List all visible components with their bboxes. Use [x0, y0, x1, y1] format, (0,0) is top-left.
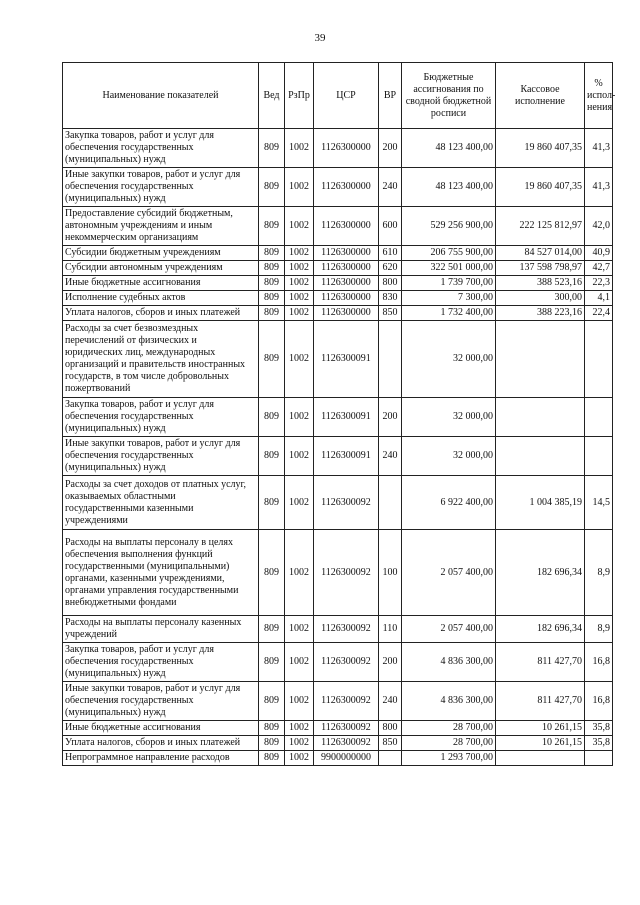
- row-vr: 800: [379, 721, 402, 736]
- row-name: Субсидии автономным учреждениям: [63, 261, 259, 276]
- row-ved: 809: [259, 643, 285, 682]
- row-csr: 1126300092: [314, 476, 379, 530]
- row-csr: 1126300092: [314, 530, 379, 616]
- row-csr: 1126300000: [314, 306, 379, 321]
- row-cash: 182 696,34: [496, 530, 585, 616]
- table-row: [63, 616, 613, 643]
- row-ved: 809: [259, 246, 285, 261]
- row-ved: 809: [259, 721, 285, 736]
- row-allocations: 2 057 400,00: [402, 530, 496, 616]
- row-ved: 809: [259, 751, 285, 766]
- row-vr: 600: [379, 207, 402, 246]
- row-rzpr: 1002: [285, 398, 314, 437]
- row-rzpr: 1002: [285, 246, 314, 261]
- row-name: Расходы на выплаты персоналу в целях обеспечения выполнения функций государственными (муниципальными) органами, казенными учреждениями, органами управления государственными внебюджетными фондами: [63, 530, 259, 616]
- header-percent: % испол-нения: [585, 63, 613, 129]
- row-csr: 9900000000: [314, 751, 379, 766]
- row-vr: 830: [379, 291, 402, 306]
- row-ved: 809: [259, 736, 285, 751]
- row-ved: 809: [259, 398, 285, 437]
- row-vr: 240: [379, 682, 402, 721]
- row-csr: 1126300000: [314, 246, 379, 261]
- row-vr: 240: [379, 437, 402, 476]
- row-percent: 41,3: [585, 168, 613, 207]
- table-row: [63, 168, 613, 207]
- row-name: Уплата налогов, сборов и иных платежей: [63, 736, 259, 751]
- row-ved: 809: [259, 129, 285, 168]
- row-name: Исполнение судебных актов: [63, 291, 259, 306]
- row-percent: 16,8: [585, 643, 613, 682]
- row-cash: [496, 398, 585, 437]
- row-csr: 1126300091: [314, 437, 379, 476]
- row-ved: 809: [259, 306, 285, 321]
- table-row: [63, 306, 613, 321]
- row-csr: 1126300000: [314, 276, 379, 291]
- row-cash: 19 860 407,35: [496, 129, 585, 168]
- row-percent: 16,8: [585, 682, 613, 721]
- row-ved: 809: [259, 207, 285, 246]
- row-name: Иные закупки товаров, работ и услуг для обеспечения государственных (муниципальных) нужд: [63, 437, 259, 476]
- row-cash: [496, 751, 585, 766]
- row-allocations: 32 000,00: [402, 321, 496, 398]
- row-cash: 137 598 798,97: [496, 261, 585, 276]
- row-vr: 850: [379, 306, 402, 321]
- table-header-row: [63, 63, 613, 129]
- table-row: [63, 643, 613, 682]
- row-cash: 222 125 812,97: [496, 207, 585, 246]
- row-ved: 809: [259, 276, 285, 291]
- header-csr: ЦСР: [314, 63, 379, 129]
- row-csr: 1126300000: [314, 261, 379, 276]
- row-allocations: 48 123 400,00: [402, 129, 496, 168]
- row-allocations: 4 836 300,00: [402, 682, 496, 721]
- table-row: [63, 129, 613, 168]
- row-rzpr: 1002: [285, 261, 314, 276]
- table-row: [63, 207, 613, 246]
- row-vr: 850: [379, 736, 402, 751]
- row-percent: 22,3: [585, 276, 613, 291]
- row-ved: 809: [259, 291, 285, 306]
- row-ved: 809: [259, 616, 285, 643]
- row-cash: 388 523,16: [496, 276, 585, 291]
- row-cash: [496, 321, 585, 398]
- row-ved: 809: [259, 321, 285, 398]
- row-ved: 809: [259, 437, 285, 476]
- row-percent: 14,5: [585, 476, 613, 530]
- row-percent: 40,9: [585, 246, 613, 261]
- row-allocations: 322 501 000,00: [402, 261, 496, 276]
- row-rzpr: 1002: [285, 276, 314, 291]
- row-percent: [585, 751, 613, 766]
- row-name: Закупка товаров, работ и услуг для обеспечения государственных (муниципальных) нужд: [63, 129, 259, 168]
- row-csr: 1126300092: [314, 682, 379, 721]
- budget-execution-table: [62, 62, 616, 766]
- row-name: Предоставление субсидий бюджетным, автономным учреждениям и иным некоммерческим организациям: [63, 207, 259, 246]
- row-ved: 809: [259, 682, 285, 721]
- header-rzpr: РзПр: [285, 63, 314, 129]
- row-name: Субсидии бюджетным учреждениям: [63, 246, 259, 261]
- row-csr: 1126300092: [314, 736, 379, 751]
- row-name: Иные закупки товаров, работ и услуг для обеспечения государственных (муниципальных) нужд: [63, 168, 259, 207]
- row-allocations: 7 300,00: [402, 291, 496, 306]
- table-row: [63, 682, 613, 721]
- row-ved: 809: [259, 261, 285, 276]
- row-percent: [585, 398, 613, 437]
- row-vr: [379, 751, 402, 766]
- row-allocations: 32 000,00: [402, 398, 496, 437]
- row-rzpr: 1002: [285, 530, 314, 616]
- row-cash: 300,00: [496, 291, 585, 306]
- row-csr: 1126300091: [314, 321, 379, 398]
- table-row: [63, 261, 613, 276]
- row-allocations: 2 057 400,00: [402, 616, 496, 643]
- table-row: [63, 398, 613, 437]
- row-rzpr: 1002: [285, 291, 314, 306]
- row-rzpr: 1002: [285, 321, 314, 398]
- row-rzpr: 1002: [285, 736, 314, 751]
- row-vr: 800: [379, 276, 402, 291]
- row-allocations: 32 000,00: [402, 437, 496, 476]
- row-allocations: 529 256 900,00: [402, 207, 496, 246]
- row-percent: 22,4: [585, 306, 613, 321]
- table-row: [63, 437, 613, 476]
- row-ved: 809: [259, 168, 285, 207]
- row-cash: [496, 437, 585, 476]
- page-number: 39: [314, 32, 326, 44]
- table-row: [63, 291, 613, 306]
- row-vr: [379, 321, 402, 398]
- row-cash: 811 427,70: [496, 682, 585, 721]
- row-rzpr: 1002: [285, 643, 314, 682]
- row-rzpr: 1002: [285, 207, 314, 246]
- row-name: Иные бюджетные ассигнования: [63, 276, 259, 291]
- row-rzpr: 1002: [285, 682, 314, 721]
- row-rzpr: 1002: [285, 437, 314, 476]
- row-name: Расходы за счет безвозмездных перечислений от физических и юридических лиц, международных организаций и правительств иностранных государств, в том числе добровольных пожертвований: [63, 321, 259, 398]
- row-name: Расходы на выплаты персоналу казенных учреждений: [63, 616, 259, 643]
- row-rzpr: 1002: [285, 306, 314, 321]
- table-row: [63, 751, 613, 766]
- header-vr: ВР: [379, 63, 402, 129]
- row-name: Уплата налогов, сборов и иных платежей: [63, 306, 259, 321]
- row-rzpr: 1002: [285, 476, 314, 530]
- row-name: Закупка товаров, работ и услуг для обеспечения государственных (муниципальных) нужд: [63, 398, 259, 437]
- row-percent: 42,7: [585, 261, 613, 276]
- row-cash: 19 860 407,35: [496, 168, 585, 207]
- row-rzpr: 1002: [285, 168, 314, 207]
- row-percent: 42,0: [585, 207, 613, 246]
- table-row: [63, 530, 613, 616]
- row-vr: [379, 476, 402, 530]
- table-body: [63, 129, 613, 766]
- row-allocations: 1 293 700,00: [402, 751, 496, 766]
- row-vr: 610: [379, 246, 402, 261]
- row-rzpr: 1002: [285, 616, 314, 643]
- table-row: [63, 736, 613, 751]
- row-csr: 1126300000: [314, 291, 379, 306]
- row-percent: 35,8: [585, 736, 613, 751]
- row-name: Закупка товаров, работ и услуг для обеспечения государственных (муниципальных) нужд: [63, 643, 259, 682]
- row-cash: 84 527 014,00: [496, 246, 585, 261]
- table-row: [63, 476, 613, 530]
- row-allocations: 1 739 700,00: [402, 276, 496, 291]
- row-allocations: 48 123 400,00: [402, 168, 496, 207]
- row-cash: 10 261,15: [496, 721, 585, 736]
- row-cash: 10 261,15: [496, 736, 585, 751]
- row-csr: 1126300000: [314, 207, 379, 246]
- row-cash: 388 223,16: [496, 306, 585, 321]
- row-cash: 182 696,34: [496, 616, 585, 643]
- header-cash: Кассовое исполнение: [496, 63, 585, 129]
- row-vr: 620: [379, 261, 402, 276]
- row-percent: 41,3: [585, 129, 613, 168]
- row-name: Непрограммное направление расходов: [63, 751, 259, 766]
- row-vr: 110: [379, 616, 402, 643]
- row-percent: 8,9: [585, 616, 613, 643]
- table-row: [63, 721, 613, 736]
- row-allocations: 4 836 300,00: [402, 643, 496, 682]
- table-row: [63, 246, 613, 261]
- row-name: Расходы за счет доходов от платных услуг, оказываемых областными государственными казенными учреждениями: [63, 476, 259, 530]
- row-cash: 811 427,70: [496, 643, 585, 682]
- row-allocations: 28 700,00: [402, 736, 496, 751]
- row-vr: 240: [379, 168, 402, 207]
- row-csr: 1126300000: [314, 168, 379, 207]
- row-vr: 200: [379, 398, 402, 437]
- row-percent: 35,8: [585, 721, 613, 736]
- row-name: Иные закупки товаров, работ и услуг для обеспечения государственных (муниципальных) нужд: [63, 682, 259, 721]
- row-ved: 809: [259, 476, 285, 530]
- row-csr: 1126300092: [314, 616, 379, 643]
- row-cash: 1 004 385,19: [496, 476, 585, 530]
- table-row: [63, 321, 613, 398]
- row-csr: 1126300092: [314, 721, 379, 736]
- table-row: [63, 276, 613, 291]
- row-allocations: 1 732 400,00: [402, 306, 496, 321]
- row-vr: 100: [379, 530, 402, 616]
- row-allocations: 28 700,00: [402, 721, 496, 736]
- row-csr: 1126300091: [314, 398, 379, 437]
- header-ved: Вед: [259, 63, 285, 129]
- row-rzpr: 1002: [285, 721, 314, 736]
- header-allocations: Бюджетные ассигнования по сводной бюджетной росписи: [402, 63, 496, 129]
- row-percent: 4,1: [585, 291, 613, 306]
- row-allocations: 206 755 900,00: [402, 246, 496, 261]
- row-vr: 200: [379, 643, 402, 682]
- row-csr: 1126300000: [314, 129, 379, 168]
- row-vr: 200: [379, 129, 402, 168]
- row-percent: 8,9: [585, 530, 613, 616]
- header-name: Наименование показателей: [63, 63, 259, 129]
- row-rzpr: 1002: [285, 751, 314, 766]
- row-ved: 809: [259, 530, 285, 616]
- row-csr: 1126300092: [314, 643, 379, 682]
- row-allocations: 6 922 400,00: [402, 476, 496, 530]
- row-rzpr: 1002: [285, 129, 314, 168]
- row-percent: [585, 321, 613, 398]
- row-percent: [585, 437, 613, 476]
- row-name: Иные бюджетные ассигнования: [63, 721, 259, 736]
